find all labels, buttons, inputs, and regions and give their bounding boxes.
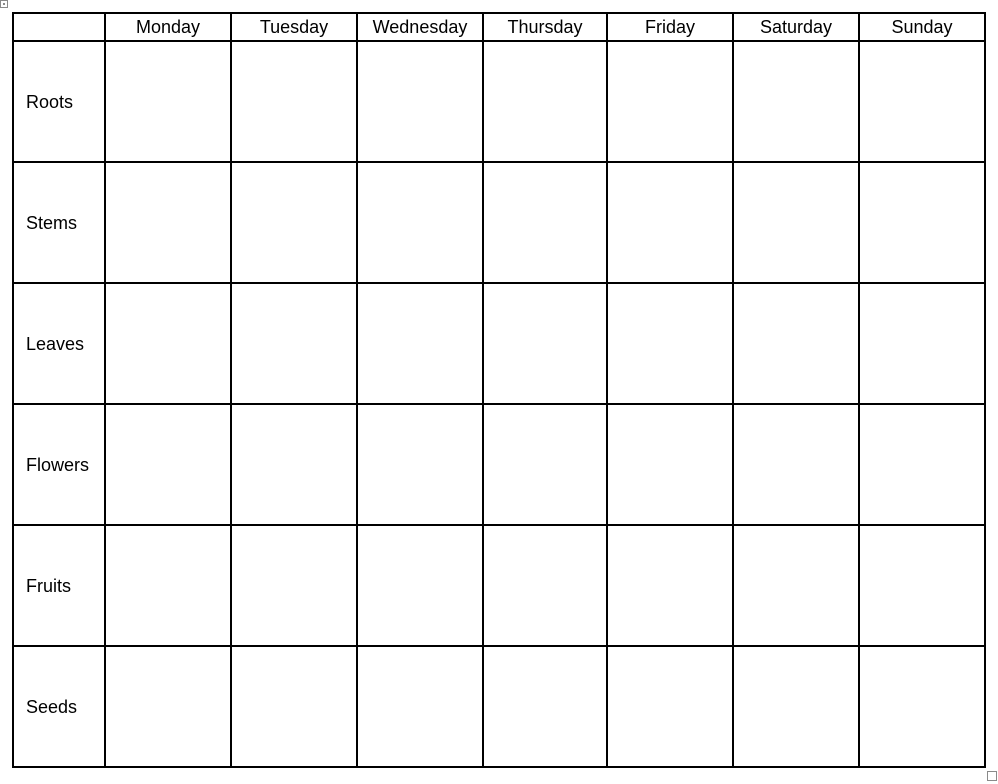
table-cell[interactable] [733,41,859,162]
table-cell[interactable] [483,646,607,767]
table-row-fruits [13,525,985,646]
table-cell[interactable] [483,525,607,646]
table-row-stems [13,162,985,283]
table-resize-handle[interactable] [987,771,997,781]
table-cell[interactable] [357,646,483,767]
table-cell[interactable] [483,41,607,162]
table-cell[interactable] [607,162,733,283]
row-label-leaves[interactable]: Leaves [13,283,105,404]
table-cell[interactable] [357,283,483,404]
table-cell[interactable] [357,404,483,525]
row-label-flowers[interactable]: Flowers [13,404,105,525]
day-header-wednesday[interactable]: Wednesday [357,13,483,41]
day-header-thursday[interactable]: Thursday [483,13,607,41]
table-cell[interactable] [607,41,733,162]
table-cell[interactable] [859,404,985,525]
table-cell[interactable] [859,646,985,767]
table-cell[interactable] [607,646,733,767]
corner-cell[interactable] [13,13,105,41]
table-cell[interactable] [733,646,859,767]
table-cell[interactable] [859,41,985,162]
table-cell[interactable] [733,162,859,283]
table-cell[interactable] [357,162,483,283]
table-cell[interactable] [607,404,733,525]
table-cell[interactable] [231,162,357,283]
day-header-sunday[interactable]: Sunday [859,13,985,41]
table-cell[interactable] [733,404,859,525]
table-cell[interactable] [105,525,231,646]
table-cell[interactable] [105,404,231,525]
row-label-roots[interactable]: Roots [13,41,105,162]
table-cell[interactable] [105,162,231,283]
table-move-handle[interactable] [0,0,8,8]
table-row-roots [13,41,985,162]
day-header-tuesday[interactable]: Tuesday [231,13,357,41]
table-row-seeds [13,646,985,767]
table-cell[interactable] [357,525,483,646]
table-cell[interactable] [483,404,607,525]
day-header-friday[interactable]: Friday [607,13,733,41]
table-cell[interactable] [859,162,985,283]
row-label-fruits[interactable]: Fruits [13,525,105,646]
table-cell[interactable] [105,41,231,162]
table-cell[interactable] [483,162,607,283]
table-cell[interactable] [231,646,357,767]
table-cell[interactable] [231,525,357,646]
day-header-monday[interactable]: Monday [105,13,231,41]
table-cell[interactable] [859,525,985,646]
table-cell[interactable] [357,41,483,162]
table-cell[interactable] [231,404,357,525]
table-cell[interactable] [859,283,985,404]
table-cell[interactable] [231,41,357,162]
day-header-saturday[interactable]: Saturday [733,13,859,41]
table-cell[interactable] [231,283,357,404]
table-cell[interactable] [105,283,231,404]
table-cell[interactable] [483,283,607,404]
table-cell[interactable] [607,283,733,404]
row-label-stems[interactable]: Stems [13,162,105,283]
weekly-plant-parts-table [12,12,986,768]
table-row-flowers [13,404,985,525]
table-cell[interactable] [105,646,231,767]
table-cell[interactable] [733,283,859,404]
row-label-seeds[interactable]: Seeds [13,646,105,767]
table-row-leaves [13,283,985,404]
table-cell[interactable] [607,525,733,646]
header-row [13,13,985,41]
table-cell[interactable] [733,525,859,646]
